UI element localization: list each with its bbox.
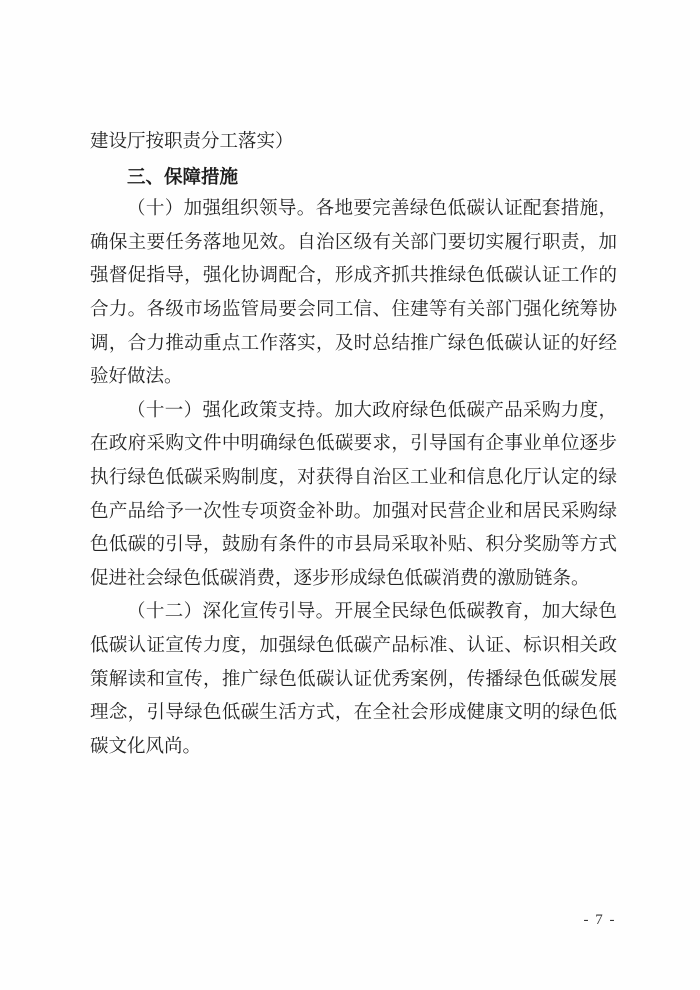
text-line: （十二）深化宣传引导。开展全民绿色低碳教育，加大绿色 [127,602,617,623]
text-line: 强督促指导，强化协调配合，形成齐抓共推绿色低碳认证工作的 [90,266,617,287]
text-line: 调，合力推动重点工作落实，及时总结推广绿色低碳认证的好经 [90,333,617,354]
text-line: 色低碳的引导，鼓励有条件的市县局采取补贴、积分奖励等方式 [90,535,617,556]
text-line: 低碳认证宣传力度，加强绿色低碳产品标准、认证、标识相关政 [90,635,617,656]
text-line: 确保主要任务落地见效。自治区级有关部门要切实履行职责，加 [90,232,617,253]
section-heading: 三、保障措施 [127,165,239,187]
text-line: 在政府采购文件中明确绿色低碳要求，引导国有企事业单位逐步 [90,434,617,455]
text-line: 理念，引导绿色低碳生活方式，在全社会形成健康文明的绿色低 [90,703,617,724]
text-line: 合力。各级市场监管局要会同工信、住建等有关部门强化统筹协 [90,299,617,320]
text-line: （十一）强化政策支持。加大政府绿色低碳产品采购力度， [127,400,617,421]
text-line: 促进社会绿色低碳消费，逐步形成绿色低碳消费的激励链条。 [90,568,590,589]
page-number: - 7 - [583,912,616,928]
text-line: （十）加强组织领导。各地要完善绿色低碳认证配套措施， [127,199,617,220]
document-content [90,126,617,764]
text-line: 建设厅按职责分工落实） [90,132,294,152]
text-line: 执行绿色低碳采购制度，对获得自治区工业和信息化厅认定的绿 [90,467,617,488]
text-line: 验好做法。 [90,367,183,388]
text-line: 色产品给予一次性专项资金补助。加强对民营企业和居民采购绿 [90,501,617,522]
text-line: 策解读和宣传，推广绿色低碳认证优秀案例，传播绿色低碳发展 [90,669,617,690]
text-line: 碳文化风尚。 [90,736,202,757]
